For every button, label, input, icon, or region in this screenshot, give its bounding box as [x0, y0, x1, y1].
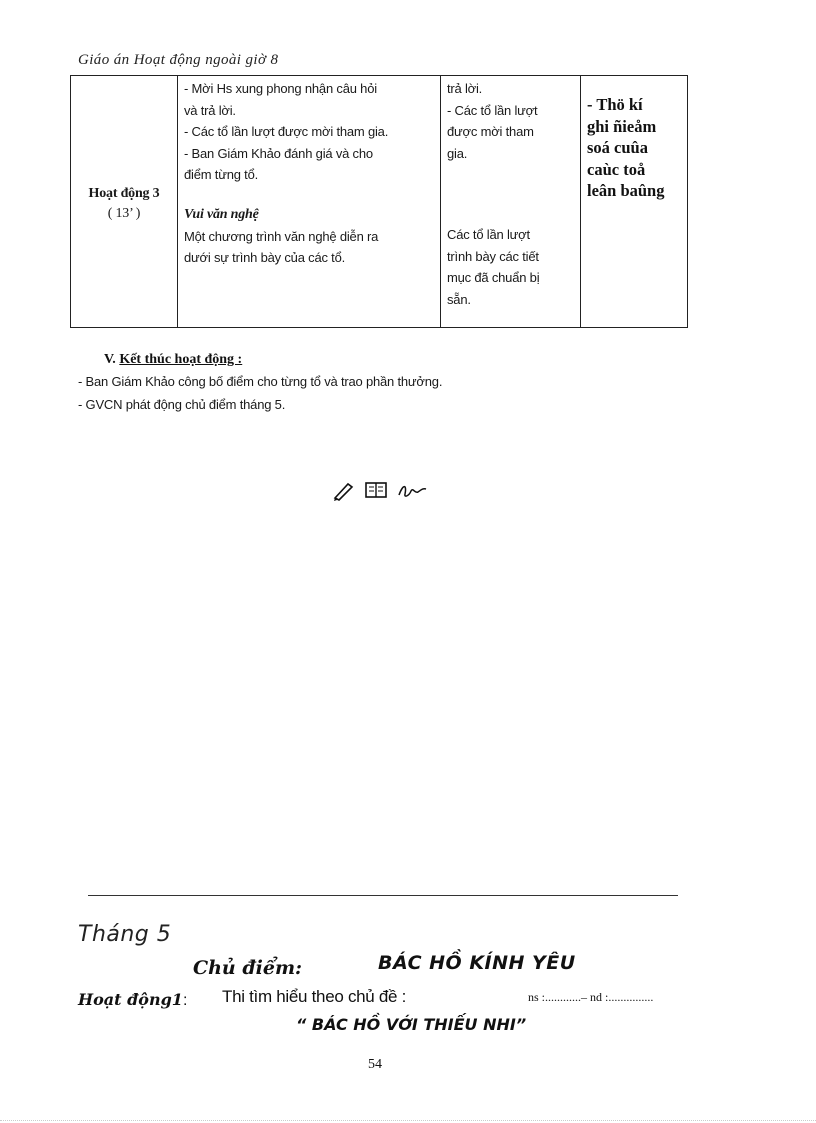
page-number: 54 — [368, 1057, 382, 1072]
topic-title: “ BÁC HỒ VỚI THIẾU NHI” — [296, 1015, 527, 1034]
vui-line: dưới sự trình bày của các tổ. — [184, 250, 346, 265]
note-line: soá cuûa — [587, 138, 648, 157]
note-line: - Thö kí — [587, 95, 643, 114]
hoat-dong-text: Hoạt động1 — [78, 990, 183, 1009]
student-activities-bottom — [447, 224, 577, 310]
column-divider — [177, 76, 178, 327]
page-edge — [0, 1120, 816, 1121]
book-icon — [366, 483, 386, 497]
note-cell — [587, 94, 687, 202]
student-line: gia. — [447, 145, 468, 161]
student-line: - Các tổ lần lượt — [447, 102, 538, 118]
column-divider — [580, 76, 581, 327]
student-line: trình bày các tiết — [447, 248, 539, 264]
signature-icon — [399, 487, 426, 497]
contest-text: Thi tìm hiểu theo chủ đề : — [222, 987, 407, 1006]
section-divider — [88, 895, 678, 896]
section-title: Kết thúc hoạt động : — [119, 352, 243, 367]
student-line: mục đã chuẩn bị — [447, 270, 540, 285]
student-line: sẵn. — [447, 291, 471, 307]
teacher-line: điểm từng tổ. — [184, 167, 259, 182]
section-v-line: - GVCN phát động chủ điểm tháng 5. — [78, 397, 286, 412]
note-line: caùc toå — [587, 159, 646, 179]
month-title: Tháng 5 — [78, 922, 172, 947]
section-v-line: - Ban Giám Khảo công bố điểm cho từng tổ và trao phần thưởng. — [78, 374, 443, 389]
chu-diem-value: BÁC HỒ KÍNH YÊU — [378, 952, 576, 974]
student-line: được mời tham — [447, 124, 534, 139]
student-activities-top — [447, 78, 577, 164]
section-v-heading — [104, 352, 242, 368]
activity-name: Hoạt động 3 — [88, 186, 160, 201]
student-line: trả lời. — [447, 81, 483, 96]
hoat-dong-label — [78, 990, 187, 1010]
vui-van-nghe-block — [184, 204, 442, 269]
activity-duration: ( 13’ ) — [107, 206, 141, 221]
document-header: Giáo án Hoạt động ngoài giờ 8 — [78, 52, 279, 68]
student-line: Các tổ lần lượt — [447, 227, 530, 242]
activity-table — [70, 75, 688, 328]
chu-diem-label: Chủ điểm: — [193, 957, 303, 979]
section-number: V. — [104, 352, 116, 367]
teacher-activities-cell — [184, 78, 442, 186]
ornament-divider — [333, 478, 428, 502]
vui-van-nghe-title: Vui văn nghệ — [184, 207, 259, 222]
teacher-line: - Mời Hs xung phong nhận câu hỏi — [184, 81, 377, 96]
note-line: ghi ñieåm — [587, 116, 657, 136]
teacher-line: - Ban Giám Khảo đánh giá và cho — [184, 145, 373, 161]
teacher-line: và trả lời. — [184, 102, 236, 118]
hoat-dong-colon: : — [182, 992, 188, 1009]
teacher-line: - Các tổ lần lượt được mời tham gia. — [184, 124, 389, 139]
vui-line: Một chương trình văn nghệ diễn ra — [184, 228, 379, 244]
pencil-icon — [334, 484, 352, 501]
ns-nd-fields: ns :............– nd :............... — [528, 990, 654, 1004]
note-line: leân baûng — [587, 181, 665, 200]
activity-cell — [72, 184, 176, 224]
